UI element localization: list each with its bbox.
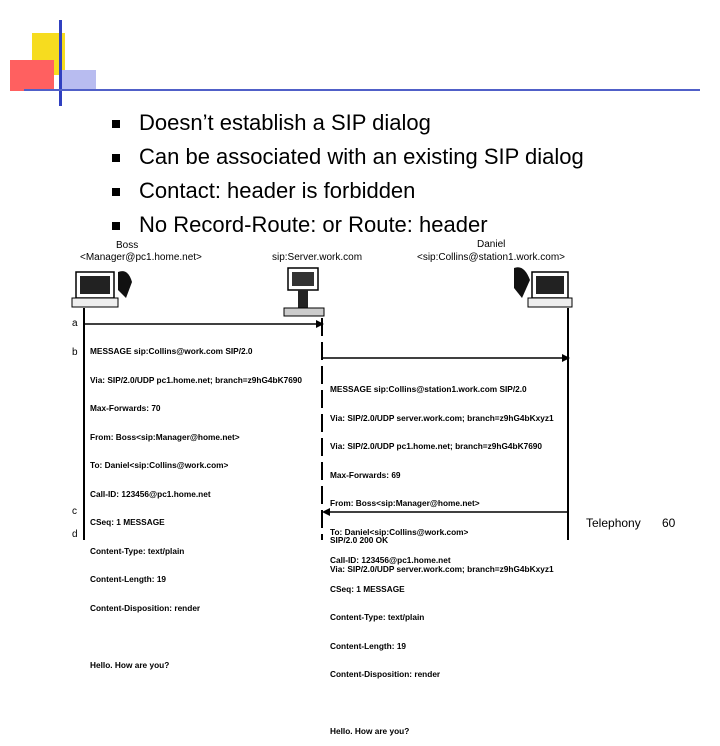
server-icon [284, 268, 324, 316]
arrow-message-1 [84, 320, 324, 328]
message-3-text: SIP/2.0 200 OK Via: SIP/2.0/UDP server.work.com; branch=z9hG4bKxyz1 [330, 535, 554, 574]
boss-uri-label: <Manager@pc1.home.net> [80, 252, 202, 263]
step-label-c: c [72, 506, 77, 517]
message-1-text: MESSAGE sip:Collins@work.com SIP/2.0 Via: SIP/2.0/UDP pc1.home.net; branch=z9hG4bK7690 Max-Forwards: 70 From: Boss<sip:Manager@home.net> To: Daniel<sip:Collins@work.com> Call-ID: 123456@pc1.home.net CSeq: 1 MESSAGE Content-Type: text/plain Content-Length: 19 Content-Disposition: render Hello. How are you? [90, 346, 303, 670]
message-2-text: MESSAGE sip:Collins@station1.work.com SIP/2.0 Via: SIP/2.0/UDP server.work.com; branch=z9hG4bKxyz1 Via: SIP/2.0/UDP pc1.home.net; branch=z9hG4bK7690 Max-Forwards: 69 From: Boss<sip:Manager@home.net> To: Daniel<sip:Collins@work.com> Call-ID: 123456@pc1.home.net CSeq: 1 MESSAGE Content-Type: text/plain Content-Length: 19 Content-Disposition: render Hello. How are you? [330, 384, 554, 736]
bullet-text: Contact: header is forbidden [139, 178, 416, 203]
step-label-b: b [72, 347, 78, 358]
bullet-text: No Record-Route: or Route: header [139, 212, 488, 237]
boss-workstation-icon [72, 271, 132, 307]
daniel-name-label: Daniel [477, 239, 506, 250]
bullet-text: Doesn’t establish a SIP dialog [139, 110, 431, 135]
daniel-uri-label: <sip:Collins@station1.work.com> [417, 252, 565, 263]
daniel-workstation-icon [514, 267, 572, 307]
step-label-a: a [72, 318, 78, 329]
step-label-d: d [72, 529, 78, 540]
footer-page-number: 60 [662, 516, 676, 530]
boss-name-label: Boss [116, 240, 139, 251]
bullet-text: Can be associated with an existing SIP dialog [139, 144, 584, 169]
footer-course-label: Telephony [586, 516, 641, 530]
arrow-message-2 [322, 354, 570, 362]
server-uri-label: sip:Server.work.com [272, 252, 363, 263]
